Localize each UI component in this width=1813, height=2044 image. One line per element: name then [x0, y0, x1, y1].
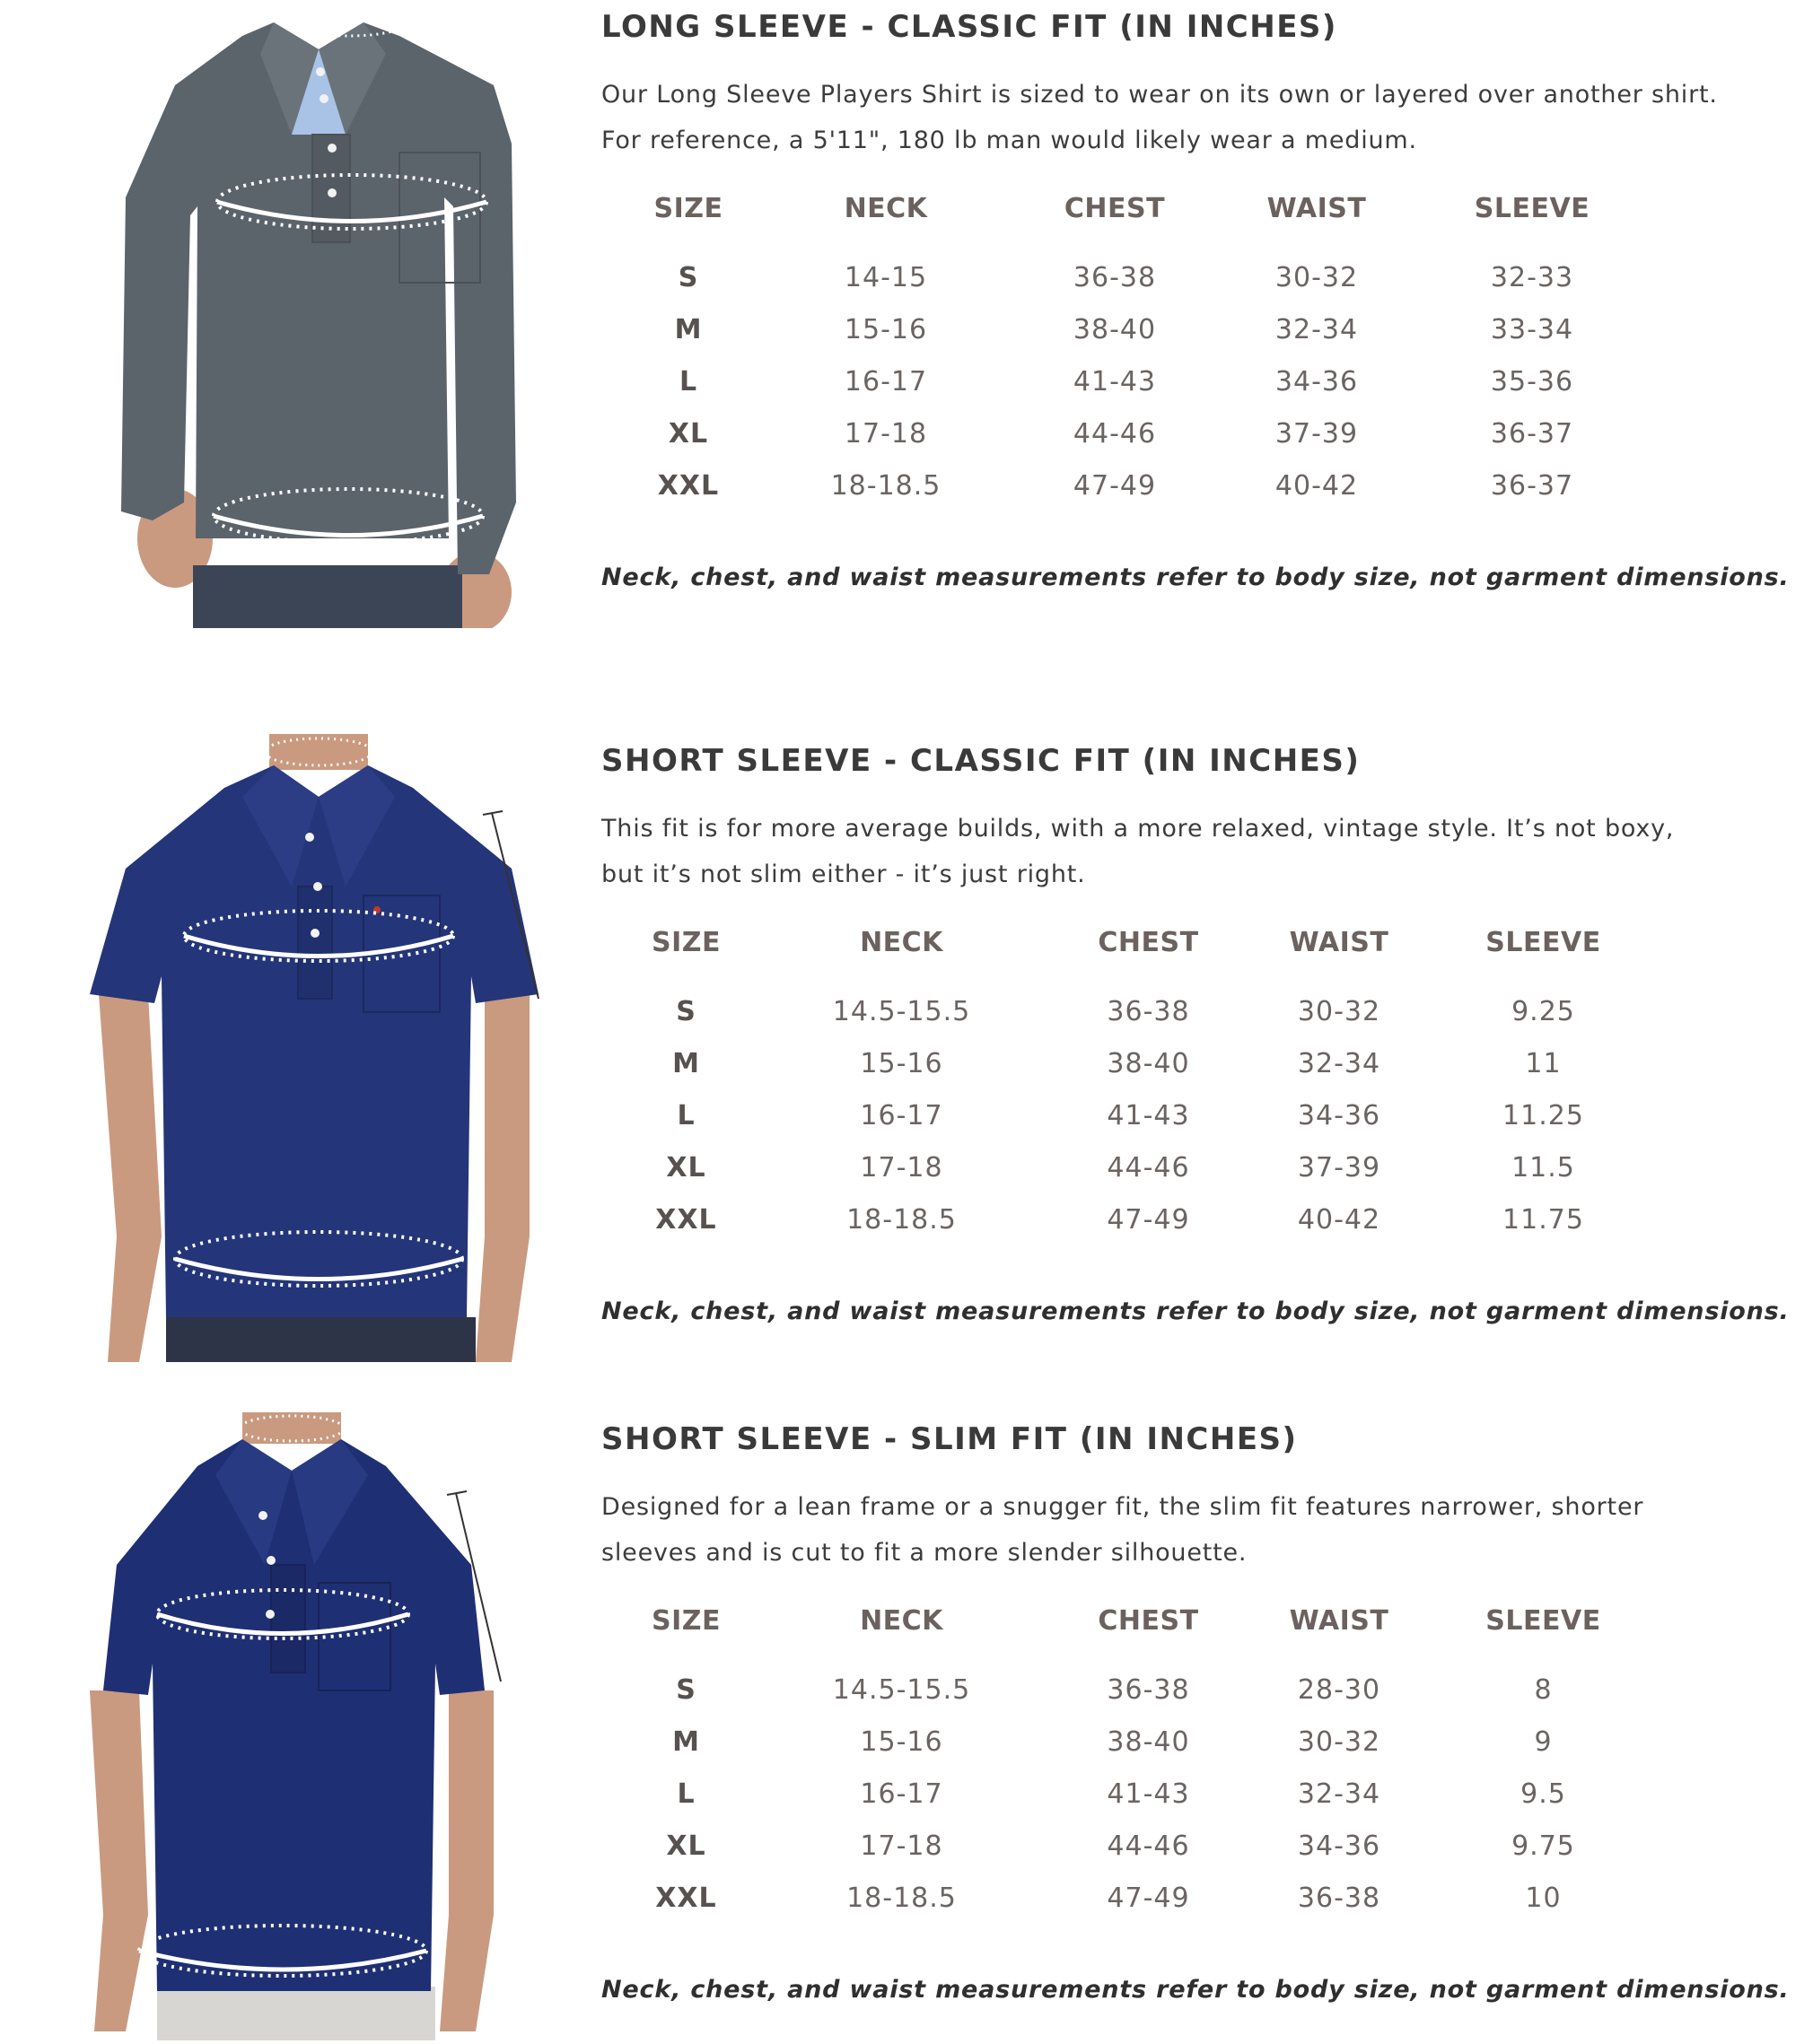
sleeve-cell: 11.75 [1502, 1203, 1584, 1236]
waist-cell: 36-38 [1297, 1882, 1381, 1914]
waist-cell: 32-34 [1274, 313, 1359, 345]
size-cell: XL [666, 1151, 706, 1184]
size-cell: L [679, 365, 698, 397]
size-table [621, 927, 1653, 1245]
chest-cell: 44-46 [1073, 417, 1157, 450]
chest-cell: 36-38 [1073, 261, 1157, 293]
size-section-short-sleeve-classic [0, 734, 1813, 1362]
neck-cell: 15-16 [860, 1725, 943, 1758]
section-title: SHORT SLEEVE - CLASSIC FIT (IN INCHES) [601, 743, 1361, 779]
waist-cell: 30-32 [1297, 995, 1381, 1027]
sleeve-cell: 36-37 [1490, 417, 1574, 450]
chest-cell: 44-46 [1107, 1830, 1190, 1862]
sleeve-cell: 8 [1534, 1673, 1553, 1706]
table-row [621, 1089, 1653, 1141]
table-header-row [621, 193, 1644, 251]
table-row [621, 355, 1644, 407]
column-header-waist: WAIST [1289, 927, 1389, 958]
column-header-waist: WAIST [1266, 193, 1367, 224]
neck-cell: 16-17 [860, 1099, 943, 1131]
column-header-chest: CHEST [1098, 1605, 1199, 1637]
neck-cell: 14-15 [844, 261, 928, 293]
neck-cell: 17-18 [844, 417, 928, 450]
size-cell: S [678, 261, 699, 293]
waist-cell: 30-32 [1297, 1725, 1381, 1758]
waist-cell: 37-39 [1274, 417, 1359, 450]
table-row [621, 1716, 1653, 1768]
table-row [621, 1768, 1653, 1820]
sleeve-cell: 11.5 [1511, 1151, 1575, 1184]
table-row [621, 1664, 1653, 1716]
size-cell: M [674, 313, 703, 345]
neck-cell: 16-17 [844, 365, 928, 397]
size-cell: M [672, 1725, 700, 1758]
sleeve-cell: 35-36 [1490, 365, 1574, 397]
waist-cell: 34-36 [1297, 1830, 1381, 1862]
slim-fit-shirt-photo [72, 1412, 539, 2040]
neck-cell: 15-16 [844, 313, 928, 345]
size-cell: XXL [655, 1882, 717, 1914]
neck-cell: 18-18.5 [830, 469, 942, 502]
table-row [621, 1872, 1653, 1924]
size-cell: S [676, 995, 696, 1027]
size-cell: M [672, 1047, 700, 1079]
waist-cell: 28-30 [1297, 1673, 1381, 1706]
size-cell: L [677, 1778, 696, 1810]
column-header-size: SIZE [651, 1605, 721, 1637]
chest-cell: 36-38 [1107, 1673, 1190, 1706]
chest-cell: 47-49 [1107, 1882, 1190, 1914]
long-sleeve-shirt-photo [90, 0, 565, 628]
waist-cell: 40-42 [1274, 469, 1359, 502]
table-row [621, 985, 1653, 1037]
size-cell: XL [666, 1830, 706, 1862]
measurement-note: Neck, chest, and waist measurements refer to body size, not garment dimensions. [601, 1976, 1790, 2004]
column-header-sleeve: SLEEVE [1474, 193, 1590, 224]
column-header-neck: NECK [860, 927, 943, 958]
chest-cell: 47-49 [1107, 1203, 1190, 1236]
long-sleeve-shirt-illustration [90, 0, 565, 628]
table-header-row [621, 1605, 1653, 1664]
neck-cell: 18-18.5 [846, 1203, 957, 1236]
neck-cell: 16-17 [860, 1778, 943, 1810]
chest-cell: 44-46 [1107, 1151, 1190, 1184]
sleeve-cell: 11.25 [1502, 1099, 1584, 1131]
chest-cell: 38-40 [1107, 1047, 1190, 1079]
table-row [621, 407, 1644, 459]
table-row [621, 1820, 1653, 1872]
sleeve-cell: 9.5 [1520, 1778, 1566, 1810]
size-section-short-sleeve-slim [0, 1412, 1813, 2040]
section-description: Our Long Sleeve Players Shirt is sized to wear on its own or layered over another shirt. For reference, a 5'11", 180 lb man would likely wear a medium. [601, 81, 1718, 154]
size-cell: L [677, 1099, 696, 1131]
sleeve-cell: 9.25 [1511, 995, 1575, 1027]
sleeve-cell: 9 [1534, 1725, 1553, 1758]
waist-cell: 37-39 [1297, 1151, 1381, 1184]
chest-cell: 41-43 [1107, 1778, 1190, 1810]
neck-cell: 17-18 [860, 1830, 943, 1862]
chest-cell: 47-49 [1073, 469, 1157, 502]
chest-cell: 38-40 [1073, 313, 1157, 345]
waist-cell: 34-36 [1274, 365, 1359, 397]
table-row [621, 251, 1644, 303]
column-header-chest: CHEST [1098, 927, 1199, 958]
column-header-waist: WAIST [1289, 1605, 1389, 1637]
column-header-neck: NECK [860, 1605, 943, 1637]
column-header-size: SIZE [653, 193, 723, 224]
neck-cell: 15-16 [860, 1047, 943, 1079]
size-cell: XXL [655, 1203, 717, 1236]
table-row [621, 303, 1644, 355]
chest-cell: 41-43 [1107, 1099, 1190, 1131]
chest-cell: 41-43 [1073, 365, 1157, 397]
sleeve-cell: 11 [1525, 1047, 1562, 1079]
waist-cell: 34-36 [1297, 1099, 1381, 1131]
neck-cell: 14.5-15.5 [832, 1673, 971, 1706]
measurement-note: Neck, chest, and waist measurements refer to body size, not garment dimensions. [601, 1297, 1790, 1325]
waist-cell: 40-42 [1297, 1203, 1381, 1236]
size-cell: XL [668, 417, 709, 450]
section-title: SHORT SLEEVE - SLIM FIT (IN INCHES) [601, 1421, 1298, 1457]
size-table [621, 1605, 1653, 1924]
neck-cell: 18-18.5 [846, 1882, 957, 1914]
section-title: LONG SLEEVE - CLASSIC FIT (IN INCHES) [601, 9, 1337, 45]
sleeve-cell: 10 [1525, 1882, 1562, 1914]
section-description: Designed for a lean frame or a snugger fit, the slim fit features narrower, shorter sleeves and is cut to fit a more slender silhouette. [601, 1493, 1644, 1567]
short-sleeve-shirt-illustration [90, 734, 574, 1362]
chest-cell: 36-38 [1107, 995, 1190, 1027]
sleeve-cell: 9.75 [1511, 1830, 1575, 1862]
sleeve-cell: 36-37 [1490, 469, 1574, 502]
sleeve-cell: 32-33 [1490, 261, 1574, 293]
column-header-sleeve: SLEEVE [1485, 1605, 1601, 1637]
sleeve-cell: 33-34 [1490, 313, 1574, 345]
size-section-long-sleeve-classic [0, 0, 1813, 628]
column-header-sleeve: SLEEVE [1485, 927, 1601, 958]
table-header-row [621, 927, 1653, 985]
measurement-note: Neck, chest, and waist measurements refer to body size, not garment dimensions. [601, 563, 1790, 591]
waist-cell: 30-32 [1274, 261, 1359, 293]
waist-cell: 32-34 [1297, 1778, 1381, 1810]
short-sleeve-shirt-photo [90, 734, 574, 1362]
neck-cell: 14.5-15.5 [832, 995, 971, 1027]
size-table [621, 193, 1644, 511]
column-header-chest: CHEST [1064, 193, 1166, 224]
table-row [621, 1193, 1653, 1245]
table-row [621, 1141, 1653, 1193]
size-cell: S [676, 1673, 696, 1706]
waist-cell: 32-34 [1297, 1047, 1381, 1079]
section-description: This fit is for more average builds, with a more relaxed, vintage style. It’s not boxy, but it’s not slim either - it’s just right. [601, 815, 1675, 888]
size-cell: XXL [657, 469, 720, 502]
neck-cell: 17-18 [860, 1151, 943, 1184]
table-row [621, 1037, 1653, 1089]
chest-cell: 38-40 [1107, 1725, 1190, 1758]
slim-fit-shirt-illustration [72, 1412, 539, 2040]
column-header-neck: NECK [844, 193, 928, 224]
table-row [621, 459, 1644, 511]
column-header-size: SIZE [651, 927, 721, 958]
